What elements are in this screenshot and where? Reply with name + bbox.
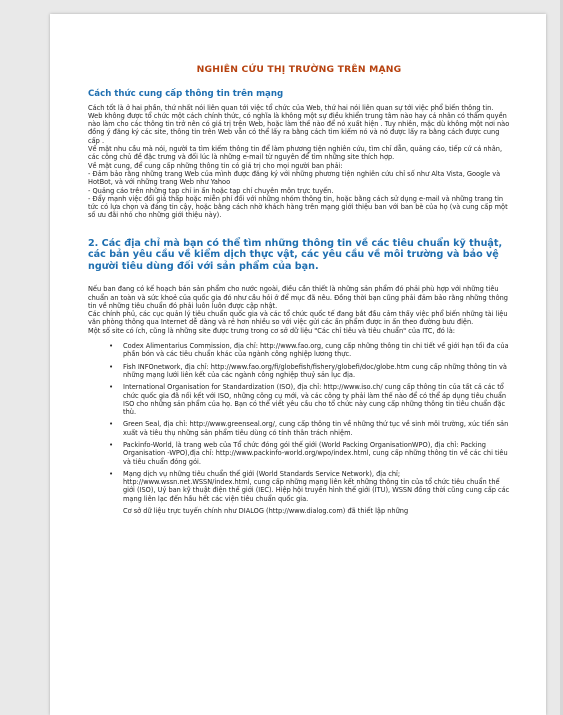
paragraph: Các chính phủ, các cục quản lý tiêu chuẩn quốc gia và các tổ chức quốc tế đang bắt đầu cảm thấy việc phổ biến những tài liệu văn phòng thông qua Internet dễ dàng và rẻ hơn nhiều so với việc gửi các ấn phẩm được in ấn theo đường bưu điện. (88, 310, 508, 327)
list-item: • Packinfo-World, là trang web của Tổ chức đóng gói thế giới (World Packing OrganisationWPO), địa chỉ: Packing Organisation -WPO),địa chỉ: http://www.packinfo-world.org/wpo/index.html, cung cấp những thông tin về các chi tiêu và tiêu chuẩn đóng gói. (123, 441, 510, 466)
section-heading-1: Cách thức cung cấp thông tin trên mạng (88, 89, 284, 100)
paragraph: Cơ sở dữ liệu trực tuyến chính như DIALOG (http://www.dialog.com) đã thiết lập những (123, 507, 409, 516)
list-item: • Fish INFOnetwork, địa chỉ: http://www.fao.org/fi/globefish/fishery/globefi/doc/globe.htm cung cấp những thông tin và những mạng lưới liên kết của các ngành công nghiệp thuỷ sản lục địa. (123, 363, 510, 380)
paragraph: Về mặt cung, để cung cấp những thông tin có giá trị cho mọi người ban phải: (88, 161, 343, 170)
list-item: • Green Seal, địa chỉ: http://www.greenseal.org/, cung cấp thông tin về những thứ tục về sinh môi trường, xúc tiến sản xuất và tiêu thụ những sản phẩm tiêu dùng có tính thân trách nhiệm. (123, 420, 510, 437)
paragraph: - Đảm bảo rằng những trang Web của mình được đăng ký với những phương tiện nghiên cứu chỉ số như Alta Vista, Google và HotBot, và với những trang Web như Yahoo (88, 169, 501, 187)
document-title: NGHIÊN CỨU THỊ TRƯỜNG TRÊN MẠNG (196, 64, 402, 75)
document-body (88, 66, 510, 515)
paragraph: - Đẩy mạnh việc đối giá thấp hoặc miễn phí đối với những nhóm thông tin, hoặc bằng cách sử dụng e-mail và những trang tin tức có lựa chọn và đáng tin cậy, hoặc bằng cách nhờ khách hàng trên mạng giới thiệu ban với ban bè của họ (và cung cấp một số ưu đãi nhỏ cho những giới thiệu này). (88, 194, 508, 220)
section-heading-2: 2. Các địa chỉ mà bạn có thể tìm những thông tin về các tiêu chuẩn kỹ thuật, các bản yêu cầu về kiểm dịch thực vật, các yêu cầu về môi trường và bảo vệ người tiêu dùng đối với sản phẩm của bạn. (88, 237, 503, 272)
document-page (50, 14, 546, 715)
paragraph: Nếu ban đang có kế hoạch bán sản phẩm cho nước ngoài, điều cần thiết là những sản phẩm đó phải phù hợp với những tiêu chuẩn an toàn và sức khoẻ của quốc gia đó như cầu hỏi ở để mục đã nêu. Đồng thời bạn cũng phải đảm bảo rằng những thông tin về những tiêu chuẩn đó phải luôn luôn được cập nhật. (88, 285, 508, 310)
list-item: • International Organisation for Standardization (ISO), địa chỉ: http://www.iso.ch/ cung cấp thông tin của tất cả các tổ chức quốc gia đã nối kết với ISO, những công cụ mới, và các công ty phải làm thế nào để có thể áp dụng tiêu chuẩn ISO cho những sản phẩm của họ. Bạn có thể viết yêu cầu cho tổ chức này cung cấp những thông tin tiêu chuẩn đặc thù. (123, 383, 510, 416)
source-list (88, 342, 510, 503)
paragraph: Một số site có ích, cũng là những site được trưng trong cơ sở dữ liệu "Các chỉ tiêu và tiêu chuẩn" của ITC, đó là: (88, 326, 456, 335)
paragraph: Web không được tổ chức một cách chính thức, có nghĩa là không một sự điều khiển trung tâm nào hay cá nhân có thẩm quyền nào làm cho các thông tin trở nên có giá trị trên Web, hoặc làm thế nào để nó xuất hiện . Tuy nhiên, mặc dù không một nơi nào đồng ý đăng ký các site, thông tin trên Web vẫn có thể lấy ra bằng cách tìm kiếm nó và nó được lấy ra bằng cách được cung cấp . (88, 111, 510, 145)
list-item: • Mạng dịch vụ những tiêu chuẩn thế giới (World Standards Service Network), địa chỉ; http://www.wssn.net.WSSN/index.html, cung cấp những mạng liên kết những thông tin của tổ chức tiêu chuẩn thế giới (ISO), Uỷ ban kỹ thuật điện thế giới (IEC). Hiệp hội truyền hình thế giới (ITU), WSSN đồng thời cũng cung cấp các mạng liên lạc đến hầu hết các viện tiêu chuẩn quốc gia. (123, 470, 510, 503)
paragraph: - Quảng cáo trên những tạp chí in ấn hoặc tạp chí chuyên môn trực tuyến. (88, 186, 334, 195)
paragraph: Cách tốt là ở hai phần, thứ nhất nói liên quan tới việc tổ chức của Web, thứ hai nói liên quan sự tới việc phổ biến thông tin. (88, 103, 494, 112)
paragraph: Về mặt nhu cầu mà nói, người ta tìm kiếm thông tin để làm phương tiện nghiên cứu, tìm chỉ dẫn, quảng cáo, tiếp cứ cá nhân, các công chủ đề đặc trưng và đối lúc là những e-mail từ nguyên để tìm những site thích hợp. (88, 145, 503, 162)
list-item: • Codex Alimentarius Commission, địa chỉ: http://www.fao.org, cung cấp những thông tin chi tiết về giới hạn tối đa của phần bón và các tiêu chuẩn khác của ngành công nghiệp lương thực. (123, 342, 510, 359)
